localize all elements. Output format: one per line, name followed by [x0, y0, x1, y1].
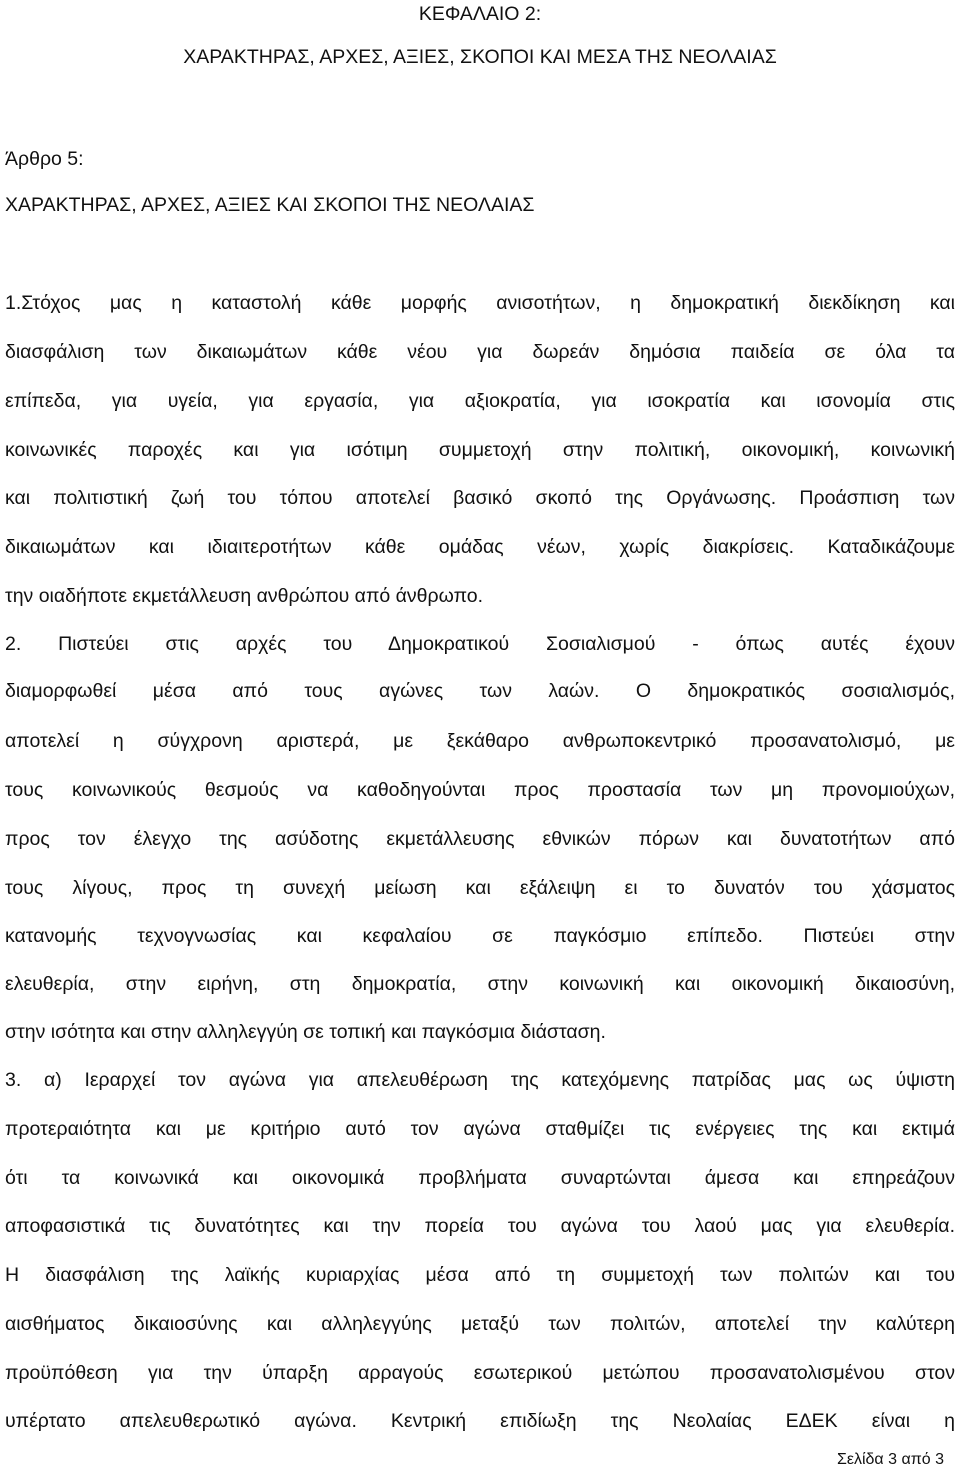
body-line: Η διασφάλιση της λαϊκής κυριαρχίας μέσα από τη συμμετοχή των πολιτών και του [5, 1264, 955, 1286]
chapter-title: ΚΕΦΑΛΑΙΟ 2: [418, 3, 542, 25]
body-line: προς τον έλεγχο της ασύδοτης εκμετάλλευσης εθνικών πόρων και δυνατοτήτων από [5, 828, 955, 850]
body-line: προτεραιότητα και με κριτήριο αυτό τον αγώνα σταθμίζει τις ενέργειες της και εκτιμά [5, 1118, 955, 1140]
page-number-footer: Σελίδα 3 από 3 [836, 1451, 944, 1468]
body-line: προϋπόθεση για την ύπαρξη αρραγούς εσωτερικού μετώπου προσανατολισμένου στον [5, 1362, 955, 1384]
body-line: δικαιωμάτων και ιδιαιτεροτήτων κάθε ομάδας νέων, χωρίς διακρίσεις. Καταδικάζουμε [5, 536, 955, 558]
body-line: υπέρτατο απελευθερωτικό αγώνα. Κεντρική επιδίωξη της Νεολαίας ΕΔΕΚ είναι η [5, 1410, 955, 1432]
body-line: αισθήματος δικαιοσύνης και αλληλεγγύης μεταξύ των πολιτών, αποτελεί την καλύτερη [5, 1313, 955, 1335]
body-line: διασφάλιση των δικαιωμάτων κάθε νέου για δωρεάν δημόσια παιδεία σε όλα τα [5, 341, 955, 363]
body-line: 2. Πιστεύει στις αρχές του Δημοκρατικού Σοσιαλισμού - όπως αυτές έχουν [5, 633, 955, 655]
chapter-subtitle: ΧΑΡΑΚΤΗΡΑΣ, ΑΡΧΕΣ, ΑΞΙΕΣ, ΣΚΟΠΟΙ ΚΑΙ ΜΕΣΑ ΤΗΣ ΝΕΟΛΑΙΑΣ [183, 46, 777, 68]
body-line: 3. α) Ιεραρχεί τον αγώνα για απελευθέρωση της κατεχόμενης πατρίδας μας ως ύψιστη [5, 1069, 955, 1091]
body-line: τους κοινωνικούς θεσμούς να καθοδηγούνται προς προστασία των μη προνομιούχων, [5, 779, 955, 801]
body-line: ελευθερία, στην ειρήνη, στη δημοκρατία, στην κοινωνική και οικονομική δικαιοσύνη, [5, 973, 955, 995]
body-line: κατανομής τεχνογνωσίας και κεφαλαίου σε παγκόσμιο επίπεδο. Πιστεύει στην [5, 925, 955, 947]
body-line: στην ισότητα και στην αλληλεγγύη σε τοπική και παγκόσμια διάσταση. [5, 1021, 606, 1043]
article-title: Άρθρο 5: [5, 148, 84, 170]
body-line: διαμορφωθεί μέσα από τους αγώνες των λαών. Ο δημοκρατικός σοσιαλισμός, [5, 680, 955, 702]
body-line: την οιαδήποτε εκμετάλλευση ανθρώπου από άνθρωπο. [5, 585, 484, 607]
body-line: αποφασιστικά τις δυνατότητες και την πορεία του αγώνα του λαού μας για ελευθερία. [5, 1215, 955, 1237]
body-line: επίπεδα, για υγεία, για εργασία, για αξιοκρατία, για ισοκρατία και ισονομία στις [5, 390, 955, 412]
body-line: και πολιτιστική ζωή του τόπου αποτελεί βασικό σκοπό της Οργάνωσης. Προάσπιση των [5, 487, 955, 509]
body-line: κοινωνικές παροχές και για ισότιμη συμμετοχή στην πολιτική, οικονομική, κοινωνική [5, 439, 955, 461]
body-line: ότι τα κοινωνικά και οικονομικά προβλήματα συναρτώνται άμεσα και επηρεάζουν [5, 1167, 955, 1189]
body-line: τους λίγους, προς τη συνεχή μείωση και εξάλειψη ει το δυνατόν του χάσματος [5, 877, 955, 899]
body-line: 1.Στόχος μας η καταστολή κάθε μορφής ανισοτήτων, η δημοκρατική διεκδίκηση και [5, 292, 955, 314]
article-subtitle: ΧΑΡΑΚΤΗΡΑΣ, ΑΡΧΕΣ, ΑΞΙΕΣ ΚΑΙ ΣΚΟΠΟΙ ΤΗΣ ΝΕΟΛΑΙΑΣ [5, 194, 535, 216]
body-line: αποτελεί η σύγχρονη αριστερά, με ξεκάθαρο ανθρωποκεντρικό προσανατολισμό, με [5, 730, 955, 752]
